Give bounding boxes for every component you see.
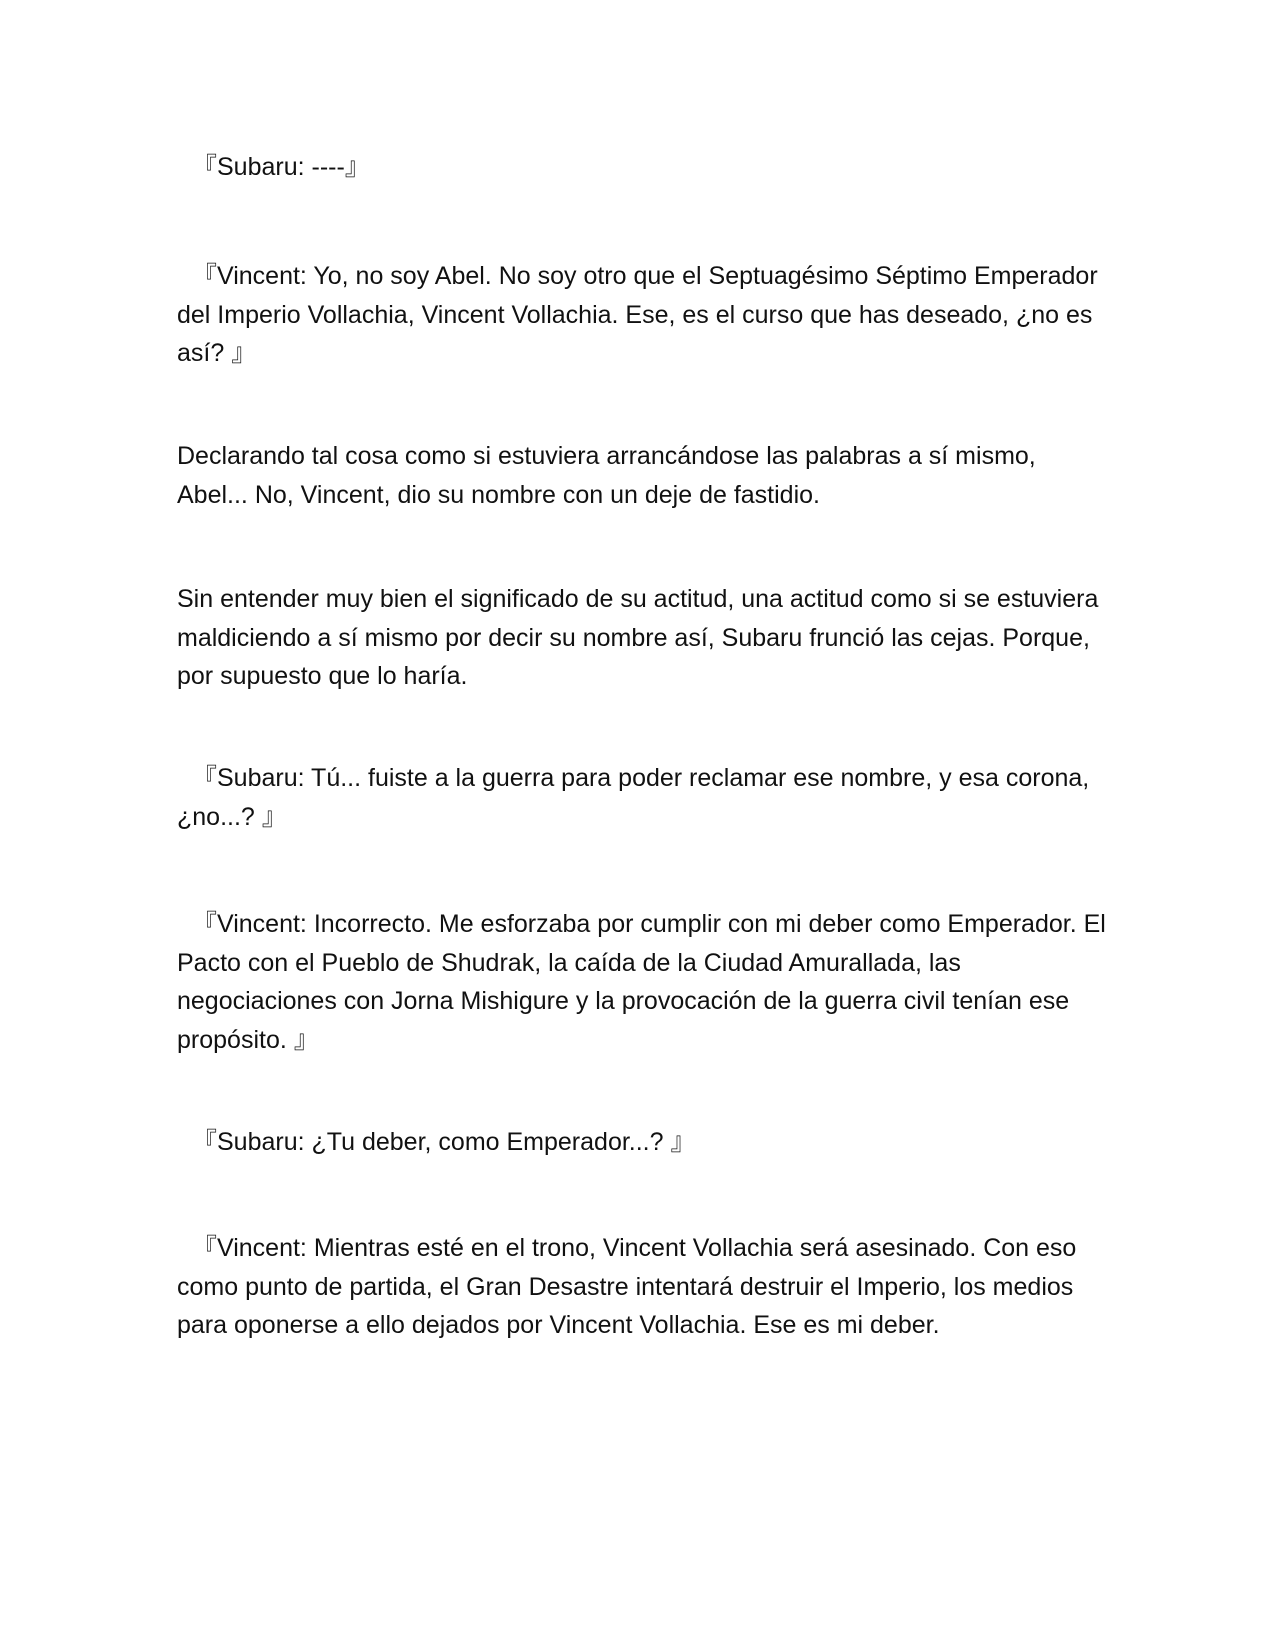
paragraph-subaru-2: 『Subaru: Tú... fuiste a la guerra para poder reclamar ese nombre, y esa corona, ¿no...? 』 — [177, 764, 1090, 831]
paragraph-narration-1: Declarando tal cosa como si estuviera arrancándose las palabras a sí mismo, Abel... No, Vincent, dio su nombre con un deje de fastidio. — [177, 442, 1036, 509]
paragraph-subaru-3: 『Subaru: ¿Tu deber, como Emperador...? 』 — [192, 1128, 696, 1156]
paragraph-subaru-1: 『Subaru: ----』 — [192, 153, 370, 181]
paragraph-narration-2: Sin entender muy bien el significado de su actitud, una actitud como si se estuviera maldiciendo a sí mismo por decir su nombre así, Subaru frunció las cejas. Porque, por supuesto que lo haría. — [177, 585, 1099, 690]
paragraph-vincent-3: 『Vincent: Mientras esté en el trono, Vincent Vollachia será asesinado. Con eso como punto de partida, el Gran Desastre intentará destruir el Imperio, los medios para oponerse a ello dejados por Vincent Vollachia. Ese es mi deber. — [177, 1234, 1077, 1339]
paragraph-vincent-2: 『Vincent: Incorrecto. Me esforzaba por cumplir con mi deber como Emperador. El Pacto con el Pueblo de Shudrak, la caída de la Ciudad Amurallada, las negociaciones con Jorna Mishigure y la provocación de la guerra civil tenían ese propósito. 』 — [177, 910, 1106, 1054]
paragraph-vincent-1: 『Vincent: Yo, no soy Abel. No soy otro que el Septuagésimo Séptimo Emperador del Imperio Vollachia, Vincent Vollachia. Ese, es el curso que has deseado, ¿no es así? 』 — [177, 262, 1098, 367]
